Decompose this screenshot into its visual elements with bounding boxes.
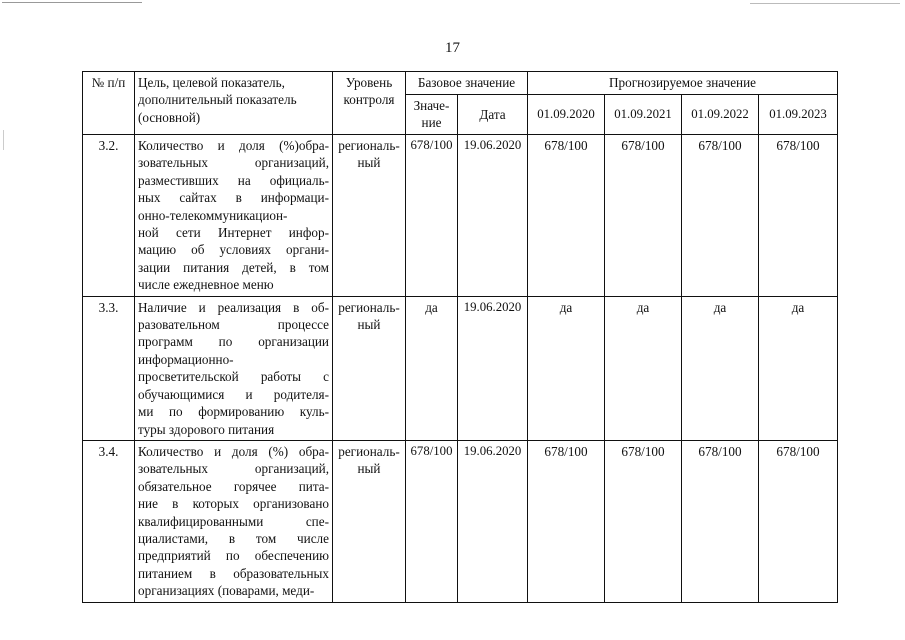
row-base-value: да [406,296,458,440]
row-forecast-2021: да [605,296,682,440]
row-forecast-2021: 678/100 [605,440,682,602]
row-base-date: 19.06.2020 [458,296,528,440]
goal-line: разместивших на официаль- [138,172,329,188]
goal-line: ние в которых организовано [138,496,329,512]
goal-line: обязательное горячее пита- [138,478,329,494]
header-base: Базовое значение [406,72,528,95]
row-goal [135,296,333,440]
row-number: 3.4. [83,440,135,602]
goal-line: программ по организации [138,334,329,350]
row-forecast-2020: 678/100 [528,440,605,602]
table-row [83,135,838,297]
goal-line: предприятий по обеспечению [138,548,329,564]
header-base-value: Значе-ние [406,95,458,135]
goal-line: ных сайтах в информаци- [138,190,329,206]
goal-line: ной сети Интернет инфор- [138,225,329,241]
row-forecast-2022: да [682,296,759,440]
row-base-date: 19.06.2020 [458,135,528,297]
goal-line: просветительской работы с [138,369,329,385]
goal-line: онно-телекоммуникацион- [138,207,288,223]
header-level: Уровень контроля [333,72,406,135]
goal-line: зации питания детей, в том [138,259,329,275]
indicators-table [82,71,838,603]
row-level: региональ-ный [333,135,406,297]
goal-line: туры здорового питания [138,421,275,437]
goal-line: разовательном процессе [138,317,329,333]
row-goal [135,440,333,602]
row-number: 3.3. [83,296,135,440]
row-base-date: 19.06.2020 [458,440,528,602]
goal-line: организациях (поварами, меди- [138,583,315,599]
goal-line: Количество и доля (%)обра- [138,138,329,153]
goal-line: информационно- [138,351,234,367]
header-base-date: Дата [458,95,528,135]
row-forecast-2022: 678/100 [682,135,759,297]
row-number: 3.2. [83,135,135,297]
row-forecast-2023: да [759,296,838,440]
row-forecast-2021: 678/100 [605,135,682,297]
page-number: 17 [445,40,460,56]
header-date-2020: 01.09.2020 [528,95,605,135]
scan-edge-line [3,130,4,150]
goal-line: ми по формированию куль- [138,404,329,420]
row-forecast-2023: 678/100 [759,440,838,602]
goal-line: квалифицированными спе- [138,513,329,529]
scan-edge-line [750,3,900,4]
header-num: № п/п [83,72,135,135]
table-row [83,296,838,440]
header-date-2023: 01.09.2023 [759,95,838,135]
header-date-2022: 01.09.2022 [682,95,759,135]
row-base-value: 678/100 [406,135,458,297]
goal-line: зовательных организаций, [138,155,329,171]
goal-line: мацию об условиях органи- [138,242,329,258]
header-date-2021: 01.09.2021 [605,95,682,135]
goal-line: Наличие и реализация в об- [138,299,329,315]
goal-line: циалистами, в том числе [138,530,329,546]
row-forecast-2022: 678/100 [682,440,759,602]
goal-line: обучающимися и родителя- [138,386,329,402]
row-forecast-2020: да [528,296,605,440]
row-level: региональ-ный [333,296,406,440]
row-goal [135,135,333,297]
goal-line: Количество и доля (%) обра- [138,443,329,459]
row-base-value: 678/100 [406,440,458,602]
row-forecast-2020: 678/100 [528,135,605,297]
header-forecast: Прогнозируемое значение [528,72,838,95]
goal-line: зовательных организаций, [138,461,329,477]
scan-edge-line [2,2,142,3]
row-level: региональ-ный [333,440,406,602]
row-forecast-2023: 678/100 [759,135,838,297]
goal-line: числе ежедневное меню [138,277,274,293]
goal-line: питанием в образовательных [138,565,329,581]
header-goal: Цель, целевой показатель, дополнительный показатель (основной) [135,72,333,135]
table-row [83,440,838,602]
